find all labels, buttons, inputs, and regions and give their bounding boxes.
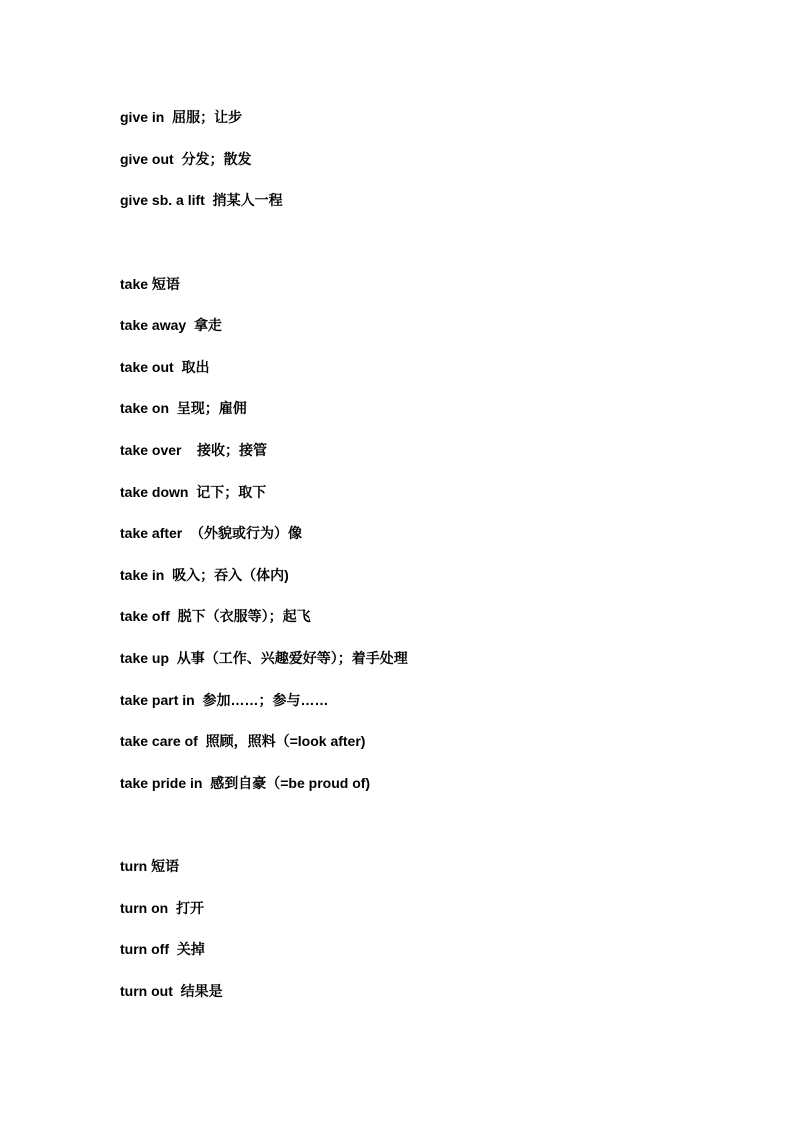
- phrase-take-in: take in 吸入；吞入（体内): [120, 567, 289, 583]
- phrase-take-pride-in: take pride in 感到自豪（=be proud of): [120, 775, 371, 791]
- phrase-give-sb-a-lift: give sb. a lift 捎某人一程: [120, 192, 283, 208]
- phrase-turn-on: turn on 打开: [120, 900, 204, 916]
- section-heading-turn: turn 短语: [120, 858, 180, 874]
- phrase-take-over: take over 接收；接管: [120, 442, 268, 458]
- phrase-turn-off: turn off 关掉: [120, 941, 205, 957]
- phrase-take-off: take off 脱下（衣服等）；起飞: [120, 608, 311, 624]
- phrase-take-on: take on 呈现；雇佣: [120, 400, 247, 416]
- phrase-turn-out: turn out 结果是: [120, 983, 223, 999]
- phrase-take-down: take down 记下；取下: [120, 484, 267, 500]
- phrase-take-care-of: take care of 照顾，照料（=look after): [120, 733, 366, 749]
- section-heading-take: take 短语: [120, 276, 180, 292]
- phrase-take-up: take up 从事（工作、兴趣爱好等）；着手处理: [120, 650, 408, 666]
- phrase-take-out: take out 取出: [120, 359, 210, 375]
- phrase-take-after: take after （外貌或行为）像: [120, 525, 303, 541]
- phrase-take-part-in: take part in 参加……；参与……: [120, 692, 329, 708]
- phrase-take-away: take away 拿走: [120, 317, 222, 333]
- phrase-give-in: give in 屈服；让步: [120, 109, 243, 125]
- phrase-give-out: give out 分发；散发: [120, 151, 252, 167]
